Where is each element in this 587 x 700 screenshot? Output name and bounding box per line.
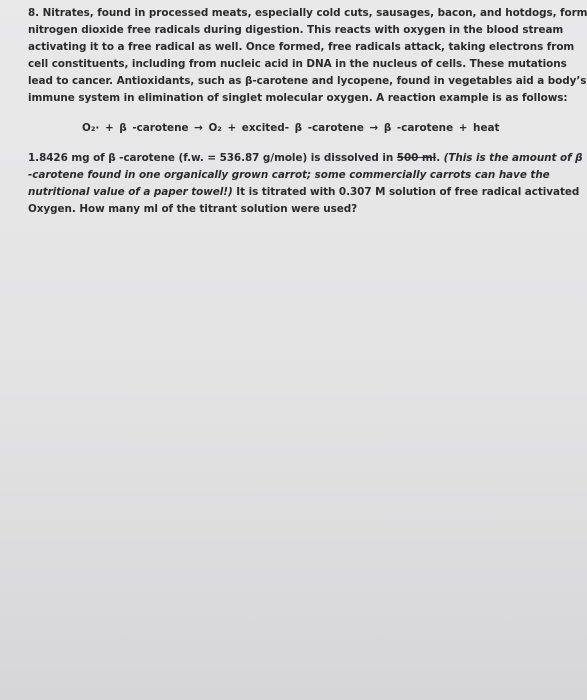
text-line: immune system in elimination of singlet molecular oxygen. A reaction example is as follows: [28, 92, 568, 104]
reaction-equation: O₂· + β -carotene → O₂ + excited- β -carotene → β -carotene + heat [82, 122, 500, 134]
text-line: activating it to a free radical as well. Once formed, free radicals attack, taking electrons from [28, 41, 575, 53]
text-line: nitrogen dioxide free radicals during digestion. This reacts with oxygen in the blood stream [28, 24, 564, 36]
question-line: Oxygen. How many ml of the titrant solution were used? [28, 203, 358, 215]
problem-question-paragraph [28, 150, 583, 218]
italic-note-line: -carotene found in one organically grown carrot; some commercially carrots can have the [28, 169, 550, 181]
italic-note: (This is the amount of β [443, 152, 583, 164]
struck-out-text: 500 ml [396, 152, 437, 164]
italic-note: nutritional value of a paper towel!) [28, 186, 233, 198]
text-line: cell constituents, including from nucleic acid in DNA in the nucleus of cells. These mutations [28, 58, 567, 70]
problem-intro-paragraph [28, 5, 587, 107]
text-line: 8. Nitrates, found in processed meats, especially cold cuts, sausages, bacon, and hotdogs, form [28, 7, 587, 19]
text-segment: It is titrated with 0.307 M solution of free radical activated [232, 186, 580, 198]
text-line [28, 184, 580, 201]
text-segment: . [436, 152, 444, 164]
text-line [28, 150, 583, 167]
text-segment: 1.8426 mg of β -carotene (f.w. = 536.87 g/mole) is dissolved in [28, 152, 397, 164]
text-line: lead to cancer. Antioxidants, such as β-carotene and lycopene, found in vegetables aid a body’s [28, 75, 587, 87]
